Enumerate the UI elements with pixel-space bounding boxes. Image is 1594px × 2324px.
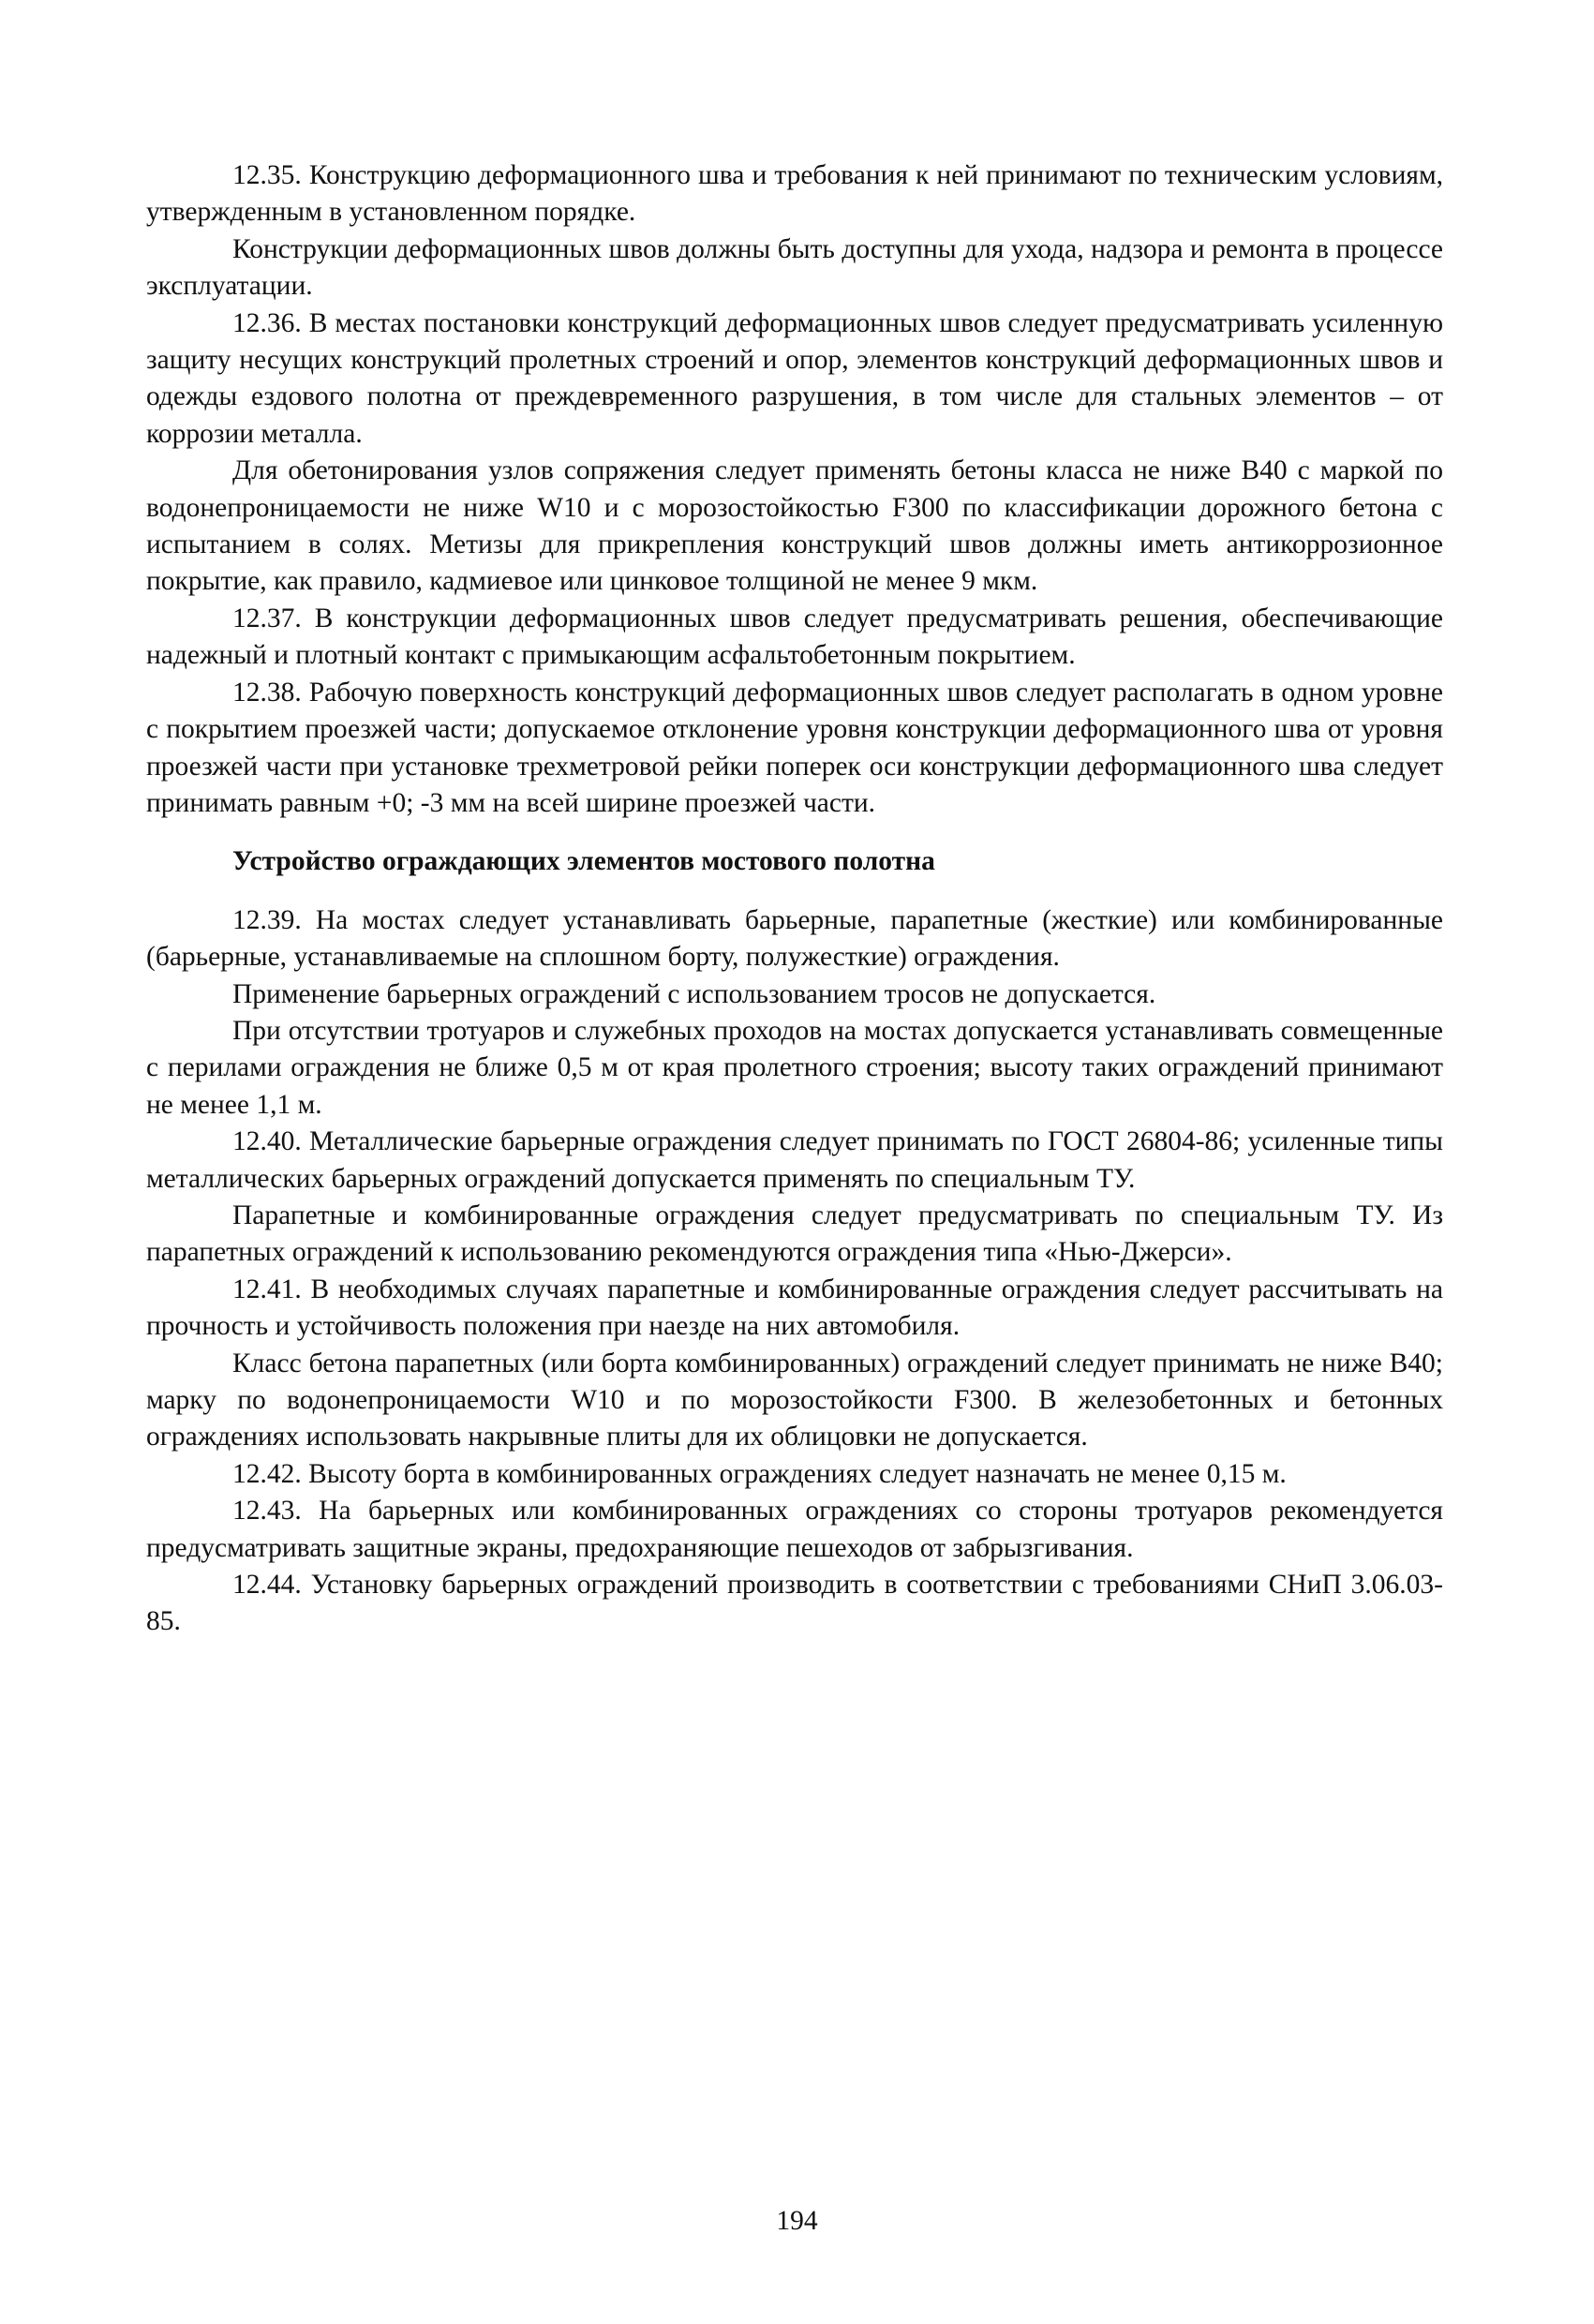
paragraph-12-39-cables: Применение барьерных ограждений с использованием тросов не допускается. xyxy=(232,978,1156,1009)
paragraph-12-35-access: Конструкции деформационных швов должны быть доступны для ухода, надзора и ремонта в процессе эксплуатации. xyxy=(146,233,1443,302)
page-body xyxy=(146,157,1443,1641)
paragraph-12-38: 12.38. Рабочую поверхность конструкций деформационных швов следует располагать в одном уровне с покрытием проезжей части; допускаемое отклонение уровня конструкции деформационного шва от уровня проезжей части при установке трехметровой рейки поперек оси конструкции деформационного шва следует принимать равным +0; -3 мм на всей ширине проезжей части. xyxy=(146,677,1443,818)
paragraph-12-40: 12.40. Металлические барьерные ограждения следует принимать по ГОСТ 26804-86; усиленные типы металлических барьерных ограждений допускается применять по специальным ТУ. xyxy=(146,1126,1443,1194)
paragraph-12-41: 12.41. В необходимых случаях парапетные и комбинированные ограждения следует рассчитывать на прочность и устойчивость положения при наезде на них автомобиля. xyxy=(146,1274,1443,1342)
paragraph-12-43: 12.43. На барьерных или комбинированных ограждениях со стороны тротуаров рекомендуется предусматривать защитные экраны, предохраняющие пешеходов от забрызгивания. xyxy=(146,1496,1443,1563)
paragraph-12-40-parapet: Парапетные и комбинированные ограждения следует предусматривать по специальным ТУ. Из парапетных ограждений к использованию рекомендуются ограждения типа «Нью-Джерси». xyxy=(146,1199,1443,1268)
paragraph-12-39: 12.39. На мостах следует устанавливать барьерные, парапетные (жесткие) или комбинированные (барьерные, устанавливаемые на сплошном борту, полужесткие) ограждения. xyxy=(146,904,1443,973)
paragraph-12-35: 12.35. Конструкцию деформационного шва и требования к ней принимают по техническим условиям, утвержденным в установленном порядке. xyxy=(146,160,1443,228)
paragraph-12-39-railings: При отсутствии тротуаров и служебных проходов на мостах допускается устанавливать совмещенные с перилами ограждения не ближе 0,5 м от края пролетного строения; высоту таких ограждений принимают не менее 1,1 м. xyxy=(146,1015,1443,1120)
paragraph-12-44: 12.44. Установку барьерных ограждений производить в соответствии с требованиями СНиП 3.06.03-85. xyxy=(146,1570,1443,1637)
page-number: 194 xyxy=(776,2206,818,2236)
paragraph-12-37: 12.37. В конструкции деформационных швов следует предусматривать решения, обеспечивающие надежный и плотный контакт с примыкающим асфальтобетонным покрытием. xyxy=(146,603,1443,671)
section-heading: Устройство ограждающих элементов мостового полотна xyxy=(232,846,935,877)
paragraph-12-36-concrete: Для обетонирования узлов сопряжения следует применять бетоны класса не ниже В40 с маркой по водонепроницаемости не ниже W10 и с морозостойкостью F300 по классификации дорожного бетона с испытанием в солях. Метизы для прикрепления конструкций швов должны иметь антикоррозионное покрытие, как правило, кадмиевое или цинковое толщиной не менее 9 мкм. xyxy=(146,455,1443,597)
paragraph-12-41-concrete: Класс бетона парапетных (или борта комбинированных) ограждений следует принимать не ниже В40; марку по водонепроницаемости W10 и по морозостойкости F300. В железобетонных и бетонных ограждениях использовать накрывные плиты для их облицовки не допускается. xyxy=(146,1348,1443,1452)
paragraph-12-42: 12.42. Высоту борта в комбинированных ограждениях следует назначать не менее 0,15 м. xyxy=(232,1458,1287,1489)
paragraph-12-36: 12.36. В местах постановки конструкций деформационных швов следует предусматривать усиленную защиту несущих конструкций пролетных строений и опор, элементов конструкций деформационных швов и одежды ездового полотна от преждевременного разрушения, в том числе для стальных элементов – от коррозии металла. xyxy=(146,307,1443,449)
